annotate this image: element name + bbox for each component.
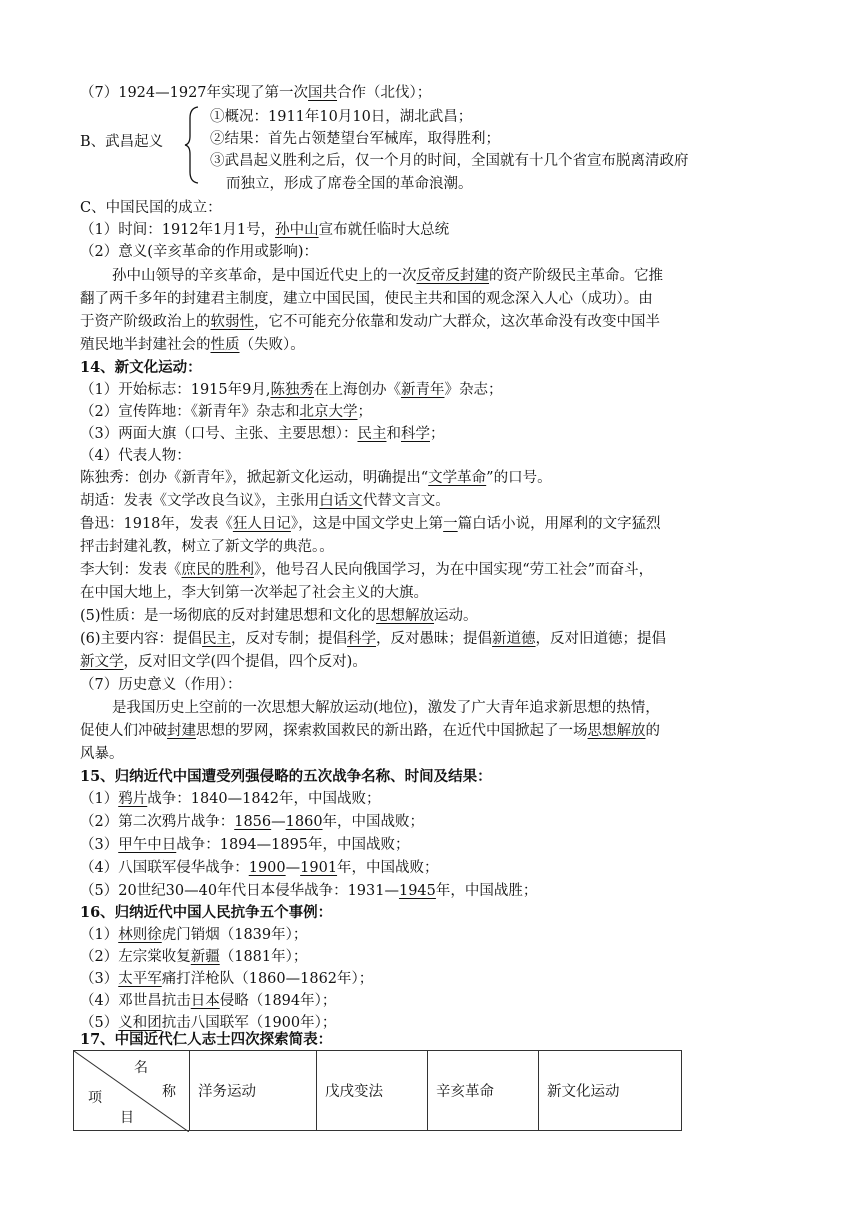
section-heading: 17、中国近代仁人志士四次探索简表：: [80, 1031, 333, 1048]
list-item: （4）八国联军侵华战争：1900—1901年，中国战败；: [80, 860, 439, 876]
table-header-cell: 洋务运动: [190, 1051, 317, 1131]
text-line: （1）开始标志：1915年9月,陈独秀在上海创办《新青年》杂志；: [80, 382, 503, 398]
text-line: 而独立，形成了席卷全国的革命浪潮。: [226, 176, 473, 192]
table-header-cell: 辛亥革命: [428, 1051, 539, 1131]
section-heading: 15、归纳近代中国遭受列强侵略的五次战争名称、时间及结果：: [80, 768, 492, 785]
corner-label: 称: [162, 1084, 176, 1100]
text-line: 于资产阶级政治上的软弱性，它不可能充分依靠和发动广大群众，这次革命没有改变中国半: [80, 314, 660, 330]
text-line: 殖民地半封建社会的性质（失败）。: [80, 337, 305, 353]
table-row: [74, 1051, 682, 1131]
text-line: （7）1924—1927年实现了第一次国共合作（北伐）；: [80, 85, 432, 101]
text-line: 翻了两千多年的封建君主制度，建立中国民国，使民主共和国的观念深入人心（成功）。由: [80, 291, 653, 307]
list-item: （3）太平军痛打洋枪队（1860—1862年）；: [80, 971, 374, 987]
text-line: ②结果：首先占领楚望台军械库，取得胜利；: [210, 131, 500, 147]
text-line: ③武昌起义胜利之后，仅一个月的时间，全国就有十几个省宣布脱离清政府: [210, 153, 689, 169]
text-line: 是我国历史上空前的一次思想大解放运动(地位)，激发了广大青年追求新思想的热情，: [112, 700, 660, 716]
text-line: 孙中山领导的辛亥革命，是中国近代史上的一次反帝反封建的资产阶级民主革命。它推: [112, 268, 663, 284]
text-line: 促使人们冲破封建思想的罗网，探索救国救民的新出路，在近代中国掀起了一场思想解放的: [80, 723, 660, 739]
text-line: （7）历史意义（作用）：: [80, 677, 242, 693]
table-header-cell: 新文化运动: [539, 1051, 682, 1131]
corner-label: 目: [120, 1110, 134, 1126]
wuchang-label: B、武昌起义: [80, 134, 164, 150]
section-heading: 16、归纳近代中国人民抗争五个事例：: [80, 904, 333, 921]
list-item: （1）林则徐虎门销烟（1839年）；: [80, 927, 308, 943]
text-line: 新文学，反对旧文学(四个提倡，四个反对)。: [80, 654, 367, 670]
list-item: （5）20世纪30—40年代日本侵华战争：1931—1945年，中国战胜；: [80, 883, 538, 899]
text-line: (5)性质：是一场彻底的反对封建思想和文化的思想解放运动。: [80, 608, 478, 624]
exploration-table: [73, 1050, 682, 1131]
list-item: （3）甲午中日战争：1894—1895年，中国战败；: [80, 837, 410, 853]
corner-label: 项: [88, 1090, 102, 1106]
table-header-cell: 戊戌变法: [317, 1051, 428, 1131]
text-line: 在中国大地上，李大钊第一次举起了社会主义的大旗。: [80, 585, 428, 601]
text-line: 胡适：发表《文学改良刍议》，主张用白话文代替文言文。: [80, 493, 450, 509]
text-line: 风暴。: [80, 746, 124, 762]
list-item: （2）第二次鸦片战争：1856—1860年，中国战败；: [80, 814, 425, 830]
section-heading: C、中国民国的成立：: [80, 200, 222, 216]
section-heading: 14、新文化运动：: [80, 359, 202, 376]
list-item: （1）鸦片战争：1840—1842年，中国战败；: [80, 791, 381, 807]
text-line: （2）宣传阵地：《新青年》杂志和北京大学；: [80, 404, 372, 420]
list-item: （5）义和团抗击八国联军（1900年）；: [80, 1015, 337, 1031]
text-line: （2）意义(辛亥革命的作用或影响)：: [80, 244, 319, 260]
text-line: （1）时间：1912年1月1号，孙中山宣布就任临时大总统: [80, 222, 450, 238]
text-line: (6)主要内容：提倡民主，反对专制；提倡科学，反对愚昧；提倡新道德，反对旧道德；提倡: [80, 631, 667, 647]
text-line: （3）两面大旗（口号、主张、主要思想）：民主和科学；: [80, 426, 445, 442]
brace-icon: [184, 106, 200, 184]
list-item: （4）邓世昌抗击日本侵略（1894年）；: [80, 993, 337, 1009]
text-line: 鲁迅：1918年，发表《狂人日记》，这是中国文学史上第一篇白话小说，用犀利的文字猛烈: [80, 516, 661, 532]
text-line: 抨击封建礼教，树立了新文学的典范。。: [80, 539, 334, 555]
text-line: 李大钊：发表《庶民的胜利》，他号召人民向俄国学习，为在中国实现“劳工社会”而奋斗，: [80, 562, 654, 578]
text-line: 陈独秀：创办《新青年》，掀起新文化运动，明确提出“文学革命”的口号。: [80, 470, 552, 486]
text-line: ①概况：1911年10月10日，湖北武昌；: [210, 109, 473, 125]
table-corner-cell: [74, 1051, 190, 1131]
corner-label: 名: [134, 1060, 148, 1076]
list-item: （2）左宗棠收复新疆（1881年）；: [80, 949, 308, 965]
text-line: （4）代表人物：: [80, 448, 191, 464]
